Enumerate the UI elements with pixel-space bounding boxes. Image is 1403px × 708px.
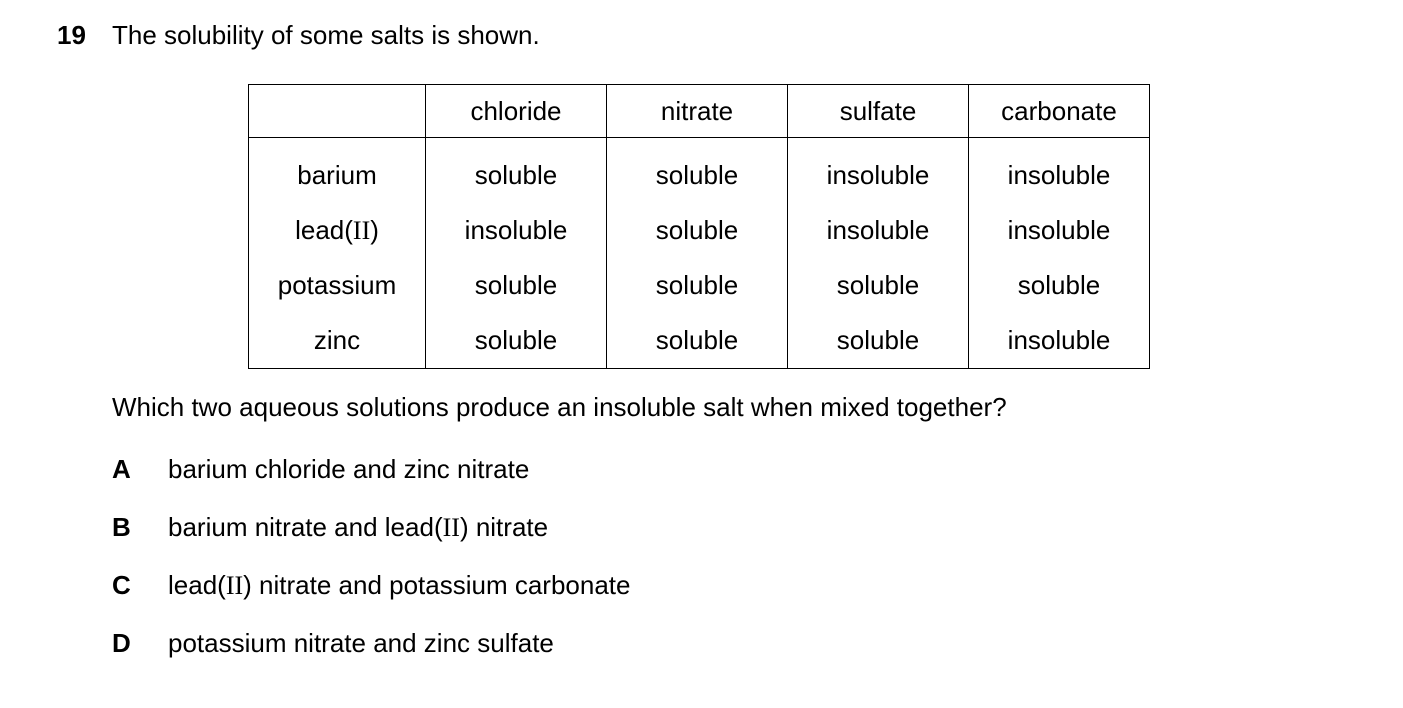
option-text: potassium nitrate and zinc sulfate <box>168 628 554 658</box>
solubility-cell: soluble <box>426 313 607 369</box>
table-header-row <box>249 85 1150 138</box>
metal-cell <box>249 203 426 258</box>
header-chloride: chloride <box>426 85 607 138</box>
solubility-cell: soluble <box>426 258 607 313</box>
table-row <box>249 138 1150 204</box>
table-row <box>249 313 1150 369</box>
metal-cell: barium <box>249 138 426 204</box>
header-nitrate: nitrate <box>607 85 788 138</box>
option-text: barium chloride and zinc nitrate <box>168 454 530 484</box>
option-text: barium nitrate and lead( <box>168 512 443 542</box>
solubility-cell: soluble <box>426 138 607 204</box>
option-text: lead( <box>168 570 226 600</box>
header-carbonate: carbonate <box>969 85 1150 138</box>
option-letter: A <box>112 454 131 484</box>
option-text-end: ) nitrate <box>459 512 549 542</box>
solubility-cell: insoluble <box>788 138 969 204</box>
option-letter: D <box>112 628 131 658</box>
option-text-end: ) nitrate and potassium carbonate <box>243 570 631 600</box>
question-intro: The solubility of some salts is shown. <box>112 20 540 50</box>
question-prompt: Which two aqueous solutions produce an insoluble salt when mixed together? <box>112 392 1007 422</box>
oxidation-state: II <box>442 513 460 542</box>
oxidation-state: II <box>352 216 371 245</box>
solubility-table <box>248 84 1150 369</box>
solubility-cell: insoluble <box>788 203 969 258</box>
metal-cell: zinc <box>249 313 426 369</box>
solubility-cell: soluble <box>607 203 788 258</box>
solubility-cell: insoluble <box>969 313 1150 369</box>
question-number: 19 <box>57 20 86 50</box>
option-a[interactable] <box>112 451 529 487</box>
question-header <box>57 17 540 53</box>
solubility-cell: soluble <box>788 258 969 313</box>
solubility-cell: soluble <box>607 258 788 313</box>
metal-suffix: ) <box>370 215 379 245</box>
solubility-cell: insoluble <box>969 203 1150 258</box>
table-row <box>249 203 1150 258</box>
oxidation-state: II <box>225 571 244 600</box>
option-c[interactable] <box>112 567 631 604</box>
solubility-cell: soluble <box>607 138 788 204</box>
header-blank-cell <box>249 85 426 138</box>
header-sulfate: sulfate <box>788 85 969 138</box>
metal-name: lead( <box>295 215 353 245</box>
option-b[interactable] <box>112 509 548 546</box>
option-letter: C <box>112 570 131 600</box>
metal-cell: potassium <box>249 258 426 313</box>
table-row <box>249 258 1150 313</box>
option-d[interactable] <box>112 625 554 661</box>
option-letter: B <box>112 512 131 542</box>
solubility-cell: insoluble <box>969 138 1150 204</box>
solubility-cell: soluble <box>788 313 969 369</box>
solubility-cell: soluble <box>969 258 1150 313</box>
solubility-cell: insoluble <box>426 203 607 258</box>
solubility-cell: soluble <box>607 313 788 369</box>
